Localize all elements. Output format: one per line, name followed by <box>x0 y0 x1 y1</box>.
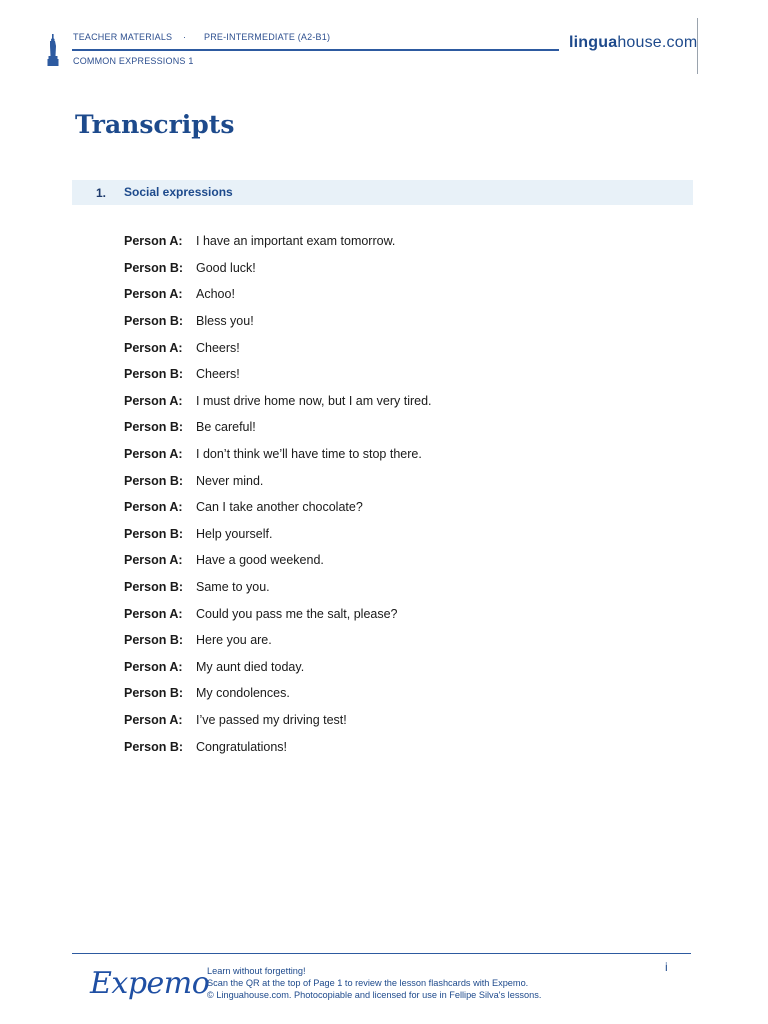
footer-instruction: Scan the QR at the top of Page 1 to review the lesson flashcards with Expemo. <box>207 978 529 988</box>
speaker-label: Person B: <box>124 739 184 754</box>
speaker-label: Person A: <box>124 606 183 621</box>
speaker-label: Person A: <box>124 659 183 674</box>
transcript-line <box>124 255 432 282</box>
utterance-text: Help yourself. <box>196 526 273 541</box>
speaker-label: Person A: <box>124 287 183 302</box>
transcript-line <box>124 654 432 681</box>
transcript-line <box>124 388 432 415</box>
utterance-text: Cheers! <box>196 340 240 355</box>
utterance-text: I don’t think we’ll have time to stop there. <box>196 447 422 462</box>
speaker-label: Person B: <box>124 367 184 382</box>
speaker-label: Person A: <box>124 500 183 515</box>
speaker-label: Person A: <box>124 712 183 727</box>
transcript-line <box>124 600 432 627</box>
speaker-label: Person A: <box>124 393 183 408</box>
utterance-text: My aunt died today. <box>196 659 305 674</box>
utterance-text: Could you pass me the salt, please? <box>196 606 398 621</box>
page-number: i <box>665 960 668 974</box>
transcript-line <box>124 414 432 441</box>
transcript-line <box>124 521 432 548</box>
section-heading <box>72 180 693 205</box>
transcript-line <box>124 308 432 335</box>
speaker-label: Person B: <box>124 633 184 648</box>
logo-bold-part: lingua <box>569 34 618 51</box>
header-lesson: COMMON EXPRESSIONS 1 <box>73 56 194 66</box>
header-category: TEACHER MATERIALS <box>73 32 173 42</box>
header-vertical-rule <box>697 18 698 74</box>
utterance-text: I must drive home now, but I am very tired. <box>196 393 432 408</box>
utterance-text: Here you are. <box>196 633 272 648</box>
header-level: PRE-INTERMEDIATE (A2-B1) <box>204 32 331 42</box>
utterance-text: Cheers! <box>196 367 240 382</box>
transcript-line <box>124 467 432 494</box>
header-divider <box>72 49 559 51</box>
utterance-text: Never mind. <box>196 473 264 488</box>
statue-of-liberty-icon <box>46 34 60 66</box>
transcript-line <box>124 441 432 468</box>
footer-divider <box>72 953 691 954</box>
transcript-line <box>124 281 432 308</box>
utterance-text: Have a good weekend. <box>196 553 324 568</box>
header-separator: · <box>183 32 187 42</box>
footer-tagline: Learn without forgetting! <box>207 966 306 976</box>
speaker-label: Person B: <box>124 420 184 435</box>
utterance-text: Same to you. <box>196 580 270 595</box>
speaker-label: Person B: <box>124 314 184 329</box>
speaker-label: Person A: <box>124 553 183 568</box>
speaker-label: Person B: <box>124 260 184 275</box>
transcript-line <box>124 707 432 734</box>
speaker-label: Person B: <box>124 526 184 541</box>
utterance-text: Achoo! <box>196 287 235 302</box>
speaker-label: Person B: <box>124 580 184 595</box>
utterance-text: Bless you! <box>196 314 254 329</box>
utterance-text: I have an important exam tomorrow. <box>196 234 396 249</box>
footer-copyright: © Linguahouse.com. Photocopiable and licensed for use in Fellipe Silva's lessons. <box>207 990 542 1000</box>
logo-rest-part: house.com <box>617 34 698 51</box>
section-title: Social expressions <box>124 185 233 199</box>
transcript-line <box>124 574 432 601</box>
utterance-text: Be careful! <box>196 420 256 435</box>
utterance-text: I’ve passed my driving test! <box>196 712 347 727</box>
transcript-line <box>124 334 432 361</box>
speaker-label: Person A: <box>124 447 183 462</box>
linguahouse-logo[interactable] <box>569 34 697 52</box>
transcript-list <box>124 228 432 760</box>
utterance-text: My condolences. <box>196 686 290 701</box>
transcript-line <box>124 547 432 574</box>
transcript-line <box>124 228 432 255</box>
speaker-label: Person A: <box>124 340 183 355</box>
transcript-line <box>124 733 432 760</box>
transcript-line <box>124 361 432 388</box>
utterance-text: Congratulations! <box>196 739 288 754</box>
transcript-line <box>124 627 432 654</box>
section-number: 1. <box>96 186 107 200</box>
speaker-label: Person B: <box>124 686 184 701</box>
speaker-label: Person A: <box>124 234 183 249</box>
utterance-text: Good luck! <box>196 260 256 275</box>
utterance-text: Can I take another chocolate? <box>196 500 363 515</box>
transcript-line <box>124 680 432 707</box>
page-title: Transcripts <box>75 110 235 139</box>
speaker-label: Person B: <box>124 473 184 488</box>
transcript-line <box>124 494 432 521</box>
expemo-logo[interactable]: Expemo <box>90 966 210 1001</box>
